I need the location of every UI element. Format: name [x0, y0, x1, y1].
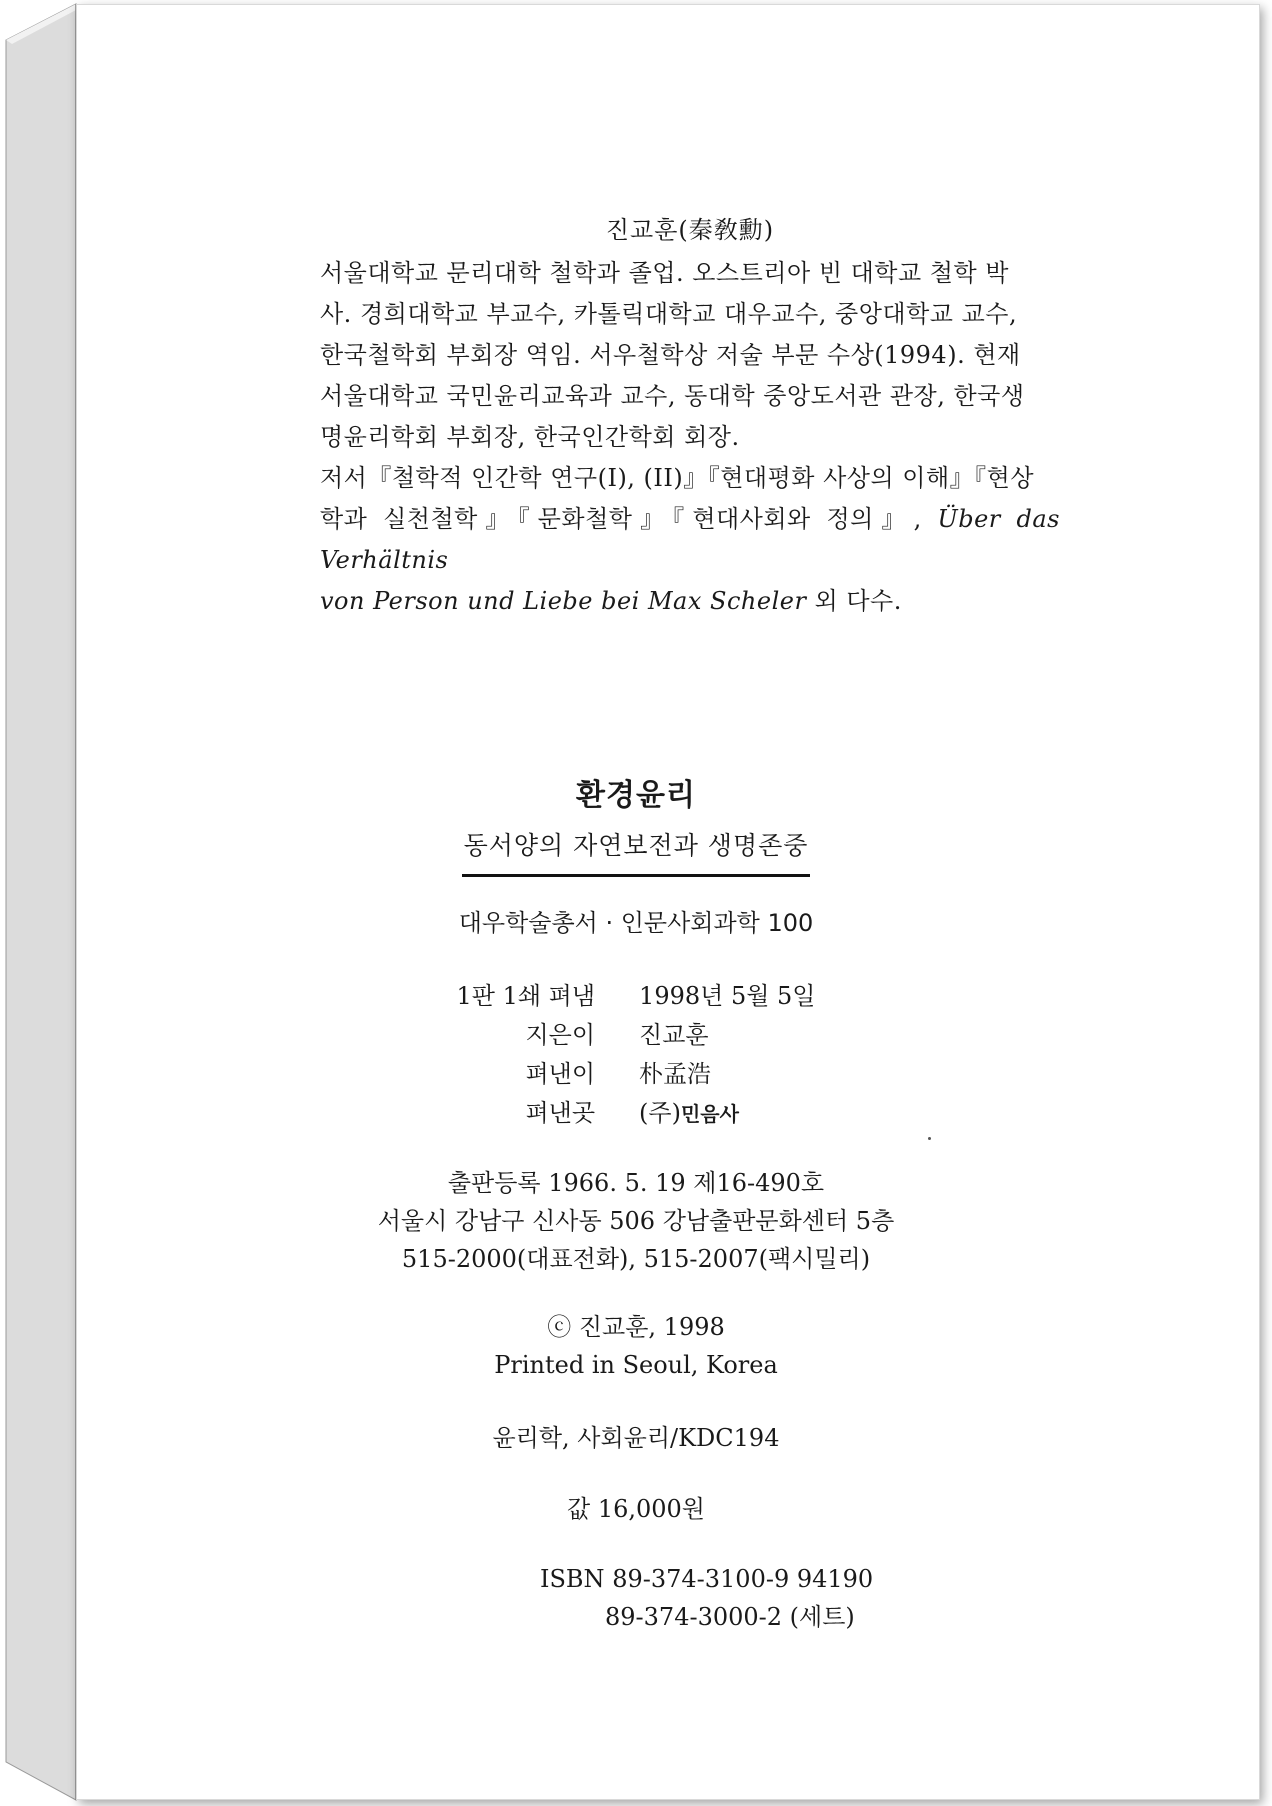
bio-tail: 외 다수.	[806, 587, 902, 615]
registration-block	[0, 1164, 1272, 1278]
bio-line: 서울대학교 문리대학 철학과 졸업. 오스트리아 빈 대학교 철학 박	[320, 259, 1009, 287]
registration: 출판등록 1966. 5. 19 제16-490호	[447, 1169, 825, 1197]
publication-label: 1판 1쇄 펴냄	[456, 982, 596, 1010]
author-bio	[320, 210, 1060, 622]
isbn-block	[0, 1560, 1272, 1636]
book-title: 환경윤리	[576, 778, 696, 813]
colophon	[0, 770, 1272, 1636]
book-title-italic: Über das Verhältnis	[320, 505, 1060, 574]
price: 값 16,000원	[567, 1495, 705, 1523]
bio-line: 저서『철학적 인간학 연구(I), (II)』『현대평화 사상의 이해』『현상	[320, 464, 1035, 492]
publication-label: 지은이	[525, 1021, 596, 1049]
publication-row	[457, 1013, 816, 1052]
publication-value: (주)	[639, 1099, 681, 1127]
isbn: ISBN 89-374-3100-9 94190	[540, 1565, 874, 1593]
publication-row	[457, 1091, 816, 1130]
isbn-set: 89-374-3000-2 (세트)	[605, 1603, 855, 1631]
copyright: ⓒ 진교훈, 1998	[547, 1313, 725, 1341]
phone: 515-2000(대표전화), 515-2007(팩시밀리)	[401, 1245, 871, 1273]
publication-row	[457, 1052, 816, 1091]
address: 서울시 강남구 신사동 506 강남출판문화센터 5층	[377, 1207, 895, 1235]
publisher-logo: 민음사	[680, 1102, 739, 1126]
publication-value: 1998년 5월 5일	[639, 982, 816, 1010]
publication-value: 진교훈	[639, 1021, 709, 1049]
bio-line-works-2	[320, 581, 1060, 622]
series-name: 대우학술총서 · 인문사회과학 100	[458, 909, 814, 937]
book-title-italic: von Person und Liebe bei Max Scheler	[320, 587, 807, 615]
bio-line: 학과 실천철학』『문화철학』『현대사회와 정의』,	[320, 505, 938, 533]
copyright-block	[0, 1308, 1272, 1384]
bio-line-works	[320, 499, 1060, 581]
publication-value-cell	[639, 1091, 815, 1130]
printed-in: Printed in Seoul, Korea	[494, 1351, 778, 1379]
publication-row	[457, 974, 816, 1013]
publication-info	[457, 974, 816, 1130]
bio-line: 한국철학회 부회장 역임. 서우철학상 저술 부문 수상(1994). 현재	[320, 341, 1021, 369]
author-bio-text	[320, 253, 1060, 622]
title-rule	[462, 874, 810, 877]
bio-line: 사. 경희대학교 부교수, 카톨릭대학교 대우교수, 중앙대학교 교수,	[320, 300, 1018, 328]
publication-value: 朴孟浩	[639, 1060, 712, 1088]
publication-label: 펴낸곳	[525, 1099, 596, 1127]
publication-label: 펴낸이	[525, 1060, 596, 1088]
bio-line: 명윤리학회 부회장, 한국인간학회 회장.	[320, 423, 740, 451]
classification: 윤리학, 사회윤리/KDC194	[492, 1424, 780, 1452]
print-speck	[928, 1137, 931, 1140]
author-name: 진교훈(秦敎勳)	[605, 216, 775, 244]
bio-line: 서울대학교 국민윤리교육과 교수, 동대학 중앙도서관 관장, 한국생	[320, 382, 1025, 410]
book-subtitle: 동서양의 자연보전과 생명존중	[463, 831, 809, 860]
